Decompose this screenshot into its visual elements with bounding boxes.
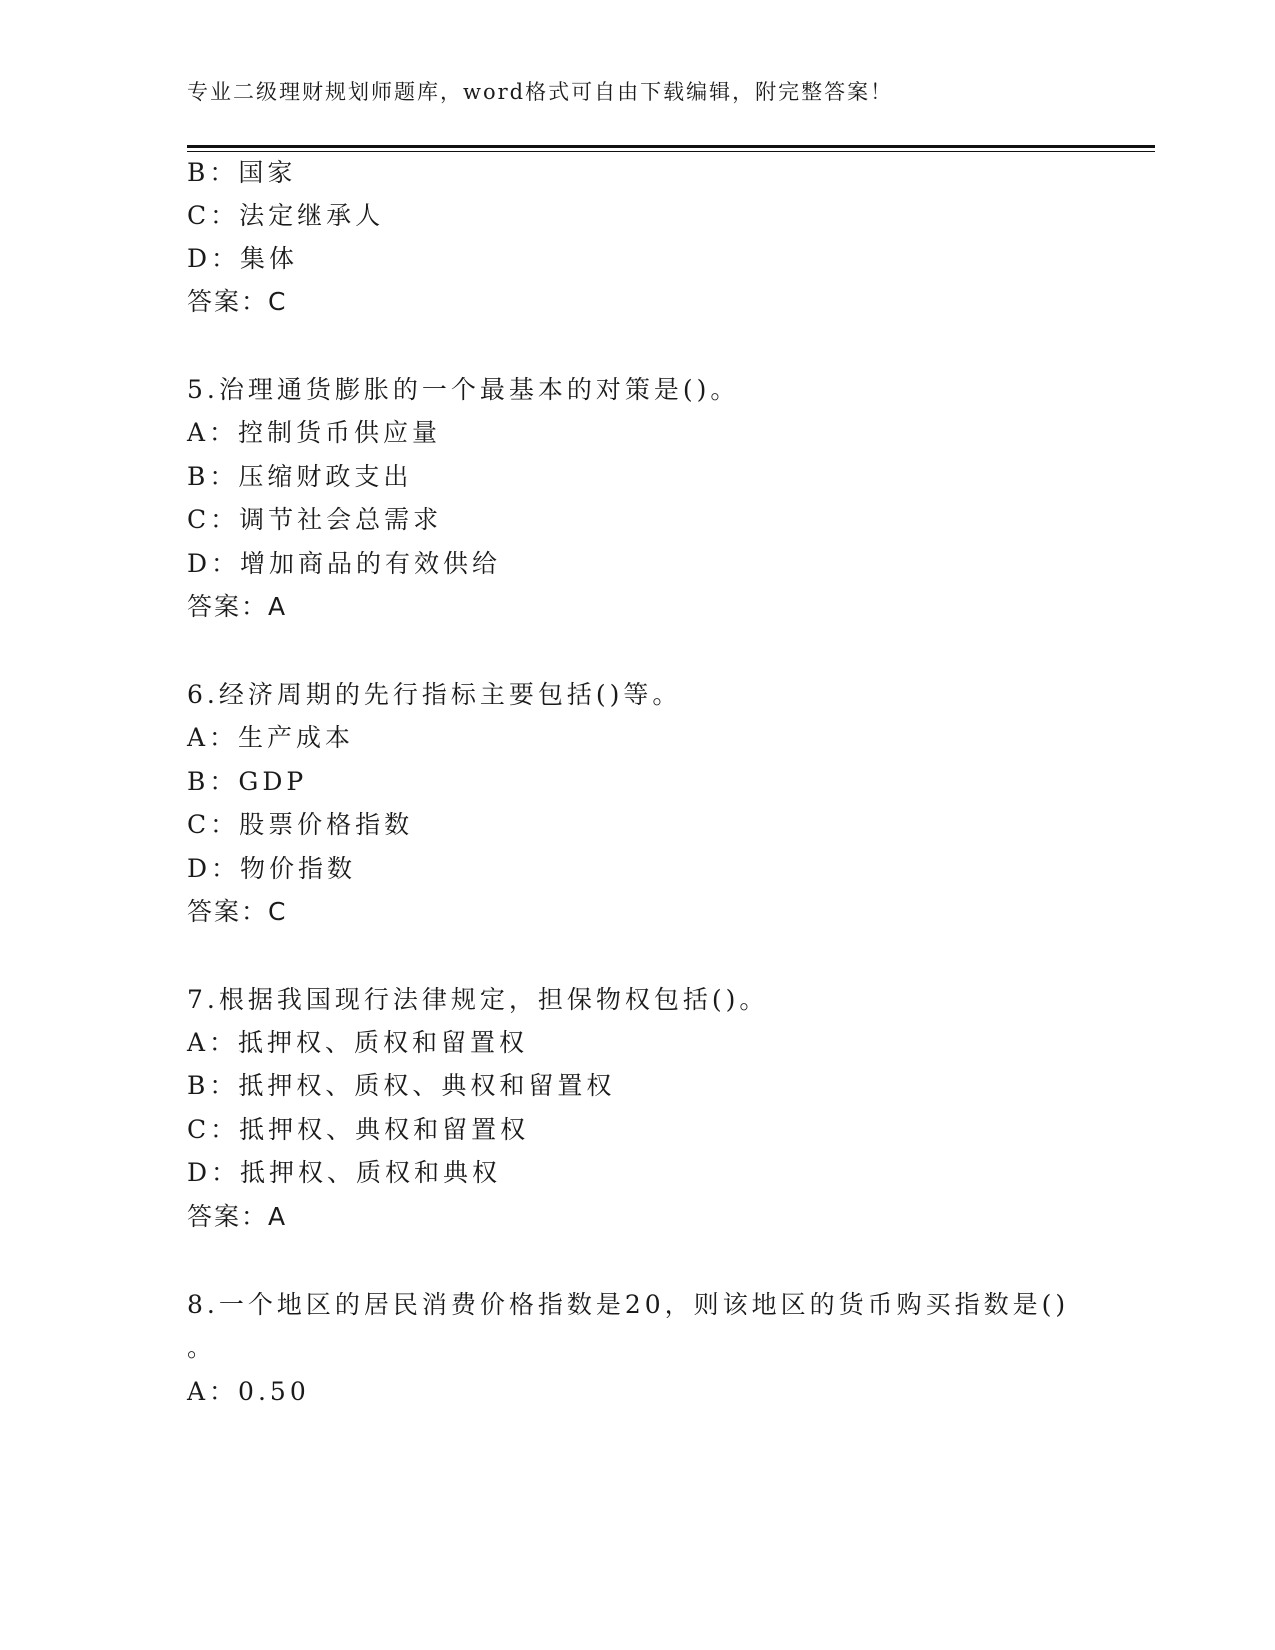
option-line: B：抵押权、质权、典权和留置权	[187, 1071, 616, 1100]
option-line: B：压缩财政支出	[187, 462, 413, 491]
option-line: D：抵押权、质权和典权	[187, 1158, 502, 1187]
question-stem: 7.根据我国现行法律规定，担保物权包括()。	[187, 985, 769, 1014]
question-stem-continuation: 。	[187, 1333, 217, 1362]
option-line: A：生产成本	[187, 723, 355, 752]
page-header: 专业二级理财规划师题库，word格式可自由下载编辑，附完整答案！	[187, 80, 894, 104]
option-line: A：控制货币供应量	[187, 418, 442, 447]
question-stem: 6.经济周期的先行指标主要包括()等。	[187, 680, 682, 709]
option-line: C：抵押权、典权和留置权	[187, 1115, 530, 1144]
option-line: D：增加商品的有效供给	[187, 549, 502, 578]
question-stem: 8.一个地区的居民消费价格指数是20，则该地区的货币购买指数是()	[187, 1290, 1070, 1319]
header-rule-thin	[187, 151, 1155, 152]
option-line: C：调节社会总需求	[187, 505, 443, 534]
answer-line: 答案：A	[187, 592, 288, 621]
option-line: B：GDP	[187, 767, 308, 796]
answer-line: 答案：C	[187, 287, 288, 316]
header-rule-thick	[187, 145, 1155, 148]
option-line: A：0.50	[187, 1377, 310, 1406]
option-line: D：集体	[187, 244, 299, 273]
option-line: A：抵押权、质权和留置权	[187, 1028, 529, 1057]
option-line: C：法定继承人	[187, 201, 385, 230]
question-stem: 5.治理通货膨胀的一个最基本的对策是()。	[187, 375, 740, 404]
option-line: C：股票价格指数	[187, 810, 414, 839]
option-line: D：物价指数	[187, 854, 357, 883]
option-line: B：国家	[187, 158, 297, 187]
answer-line: 答案：C	[187, 897, 288, 926]
answer-line: 答案：A	[187, 1202, 288, 1231]
